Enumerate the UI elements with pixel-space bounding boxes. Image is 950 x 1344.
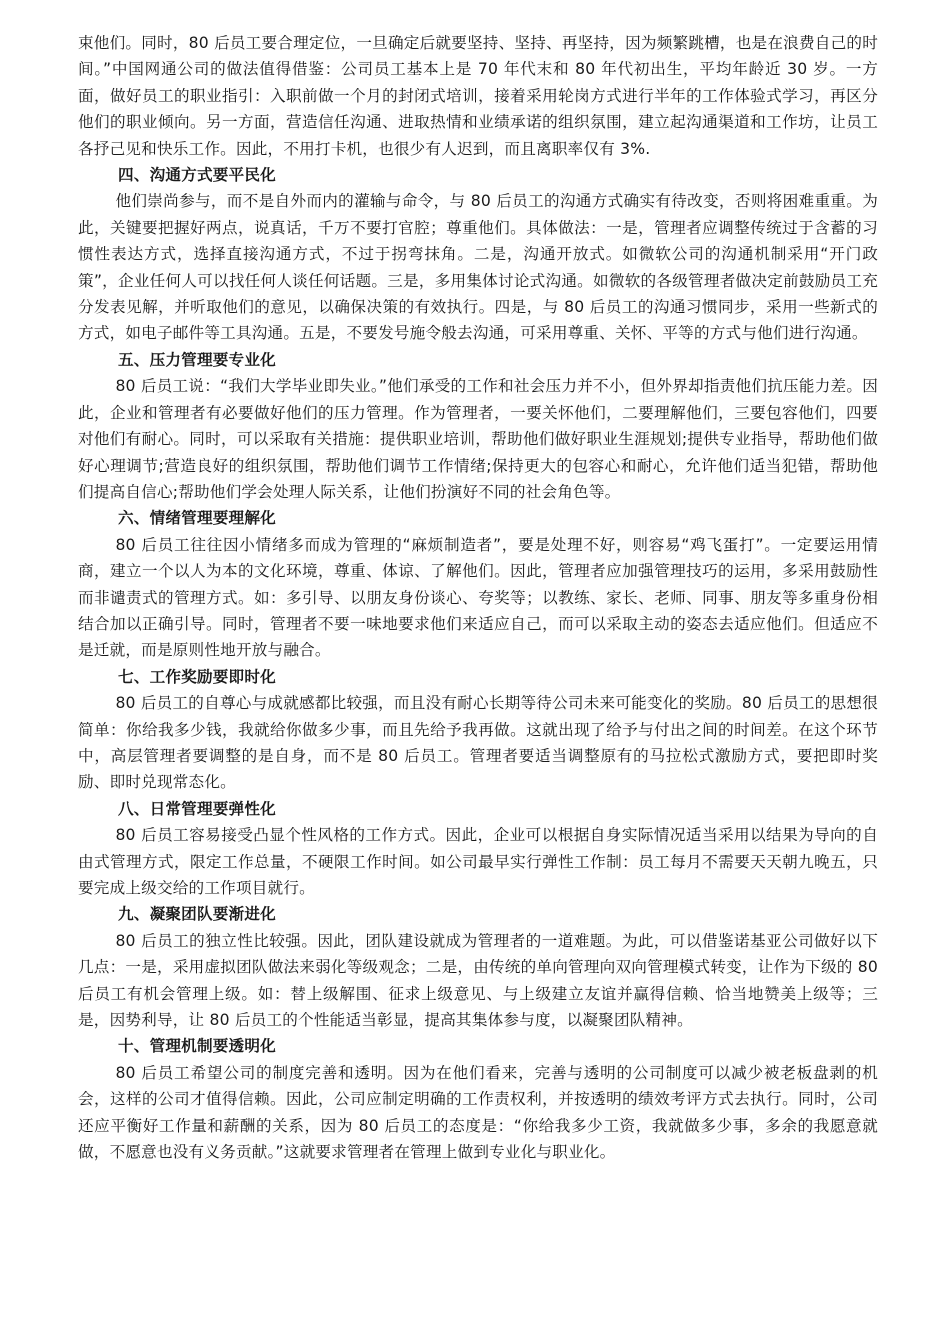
paragraph-rewards: 80 后员工的自尊心与成就感都比较强，而且没有耐心长期等待公司未来可能变化的奖励。80 后员工的思想很简单：你给我多少钱，我就给你做多少事，而且先给予我再做。这就出现了给予与付出之间的时间差。在这个环节中，高层管理者要调整的是自身，而不是 80 后员工。管理者要适当调整原有的马拉松式激励方式，要把即时奖励、即时兑现常态化。 [78, 694, 878, 792]
paragraph-stress: 80 后员工说：“我们大学毕业即失业。”他们承受的工作和社会压力并不小，但外界却指责他们抗压能力差。因此，企业和管理者有必要做好他们的压力管理。作为管理者，一要关怀他们，二要理解他们，三要包容他们，四要对他们有耐心。同时，可以采取有关措施：提供职业培训，帮助他们做好职业生涯规划;提供专业指导，帮助他们做好心理调节;营造良好的组织氛围，帮助他们调节工作情绪;保持更大的包容心和耐心，允许他们适当犯错，帮助他们提高自信心;帮助他们学会处理人际关系，让他们扮演好不同的社会角色等。 [78, 377, 878, 501]
section-heading-communication: 四、沟通方式要平民化 [118, 166, 276, 185]
paragraph-emotion: 80 后员工往往因小情绪多而成为管理的“麻烦制造者”，要是处理不好，则容易“鸡飞蛋打”。一定要运用情商，建立一个以人为本的文化环境，尊重、体谅、了解他们。因此，管理者应加强管理技巧的运用，多采用鼓励性而非谴责式的管理方式。如：多引导、以朋友身份谈心、夸奖等；以教练、家长、老师、同事、朋友等多重身份相结合加以正确引导。同时，管理者不要一味地要求他们来适应自己，而可以采取主动的姿态去适应他们。但适应不是迁就，而是原则性地开放与融合。 [78, 535, 878, 660]
paragraph-flexibility: 80 后员工容易接受凸显个性风格的工作方式。因此，企业可以根据自身实际情况适当采用以结果为导向的自由式管理方式，限定工作总量，不硬限工作时间。如公司最早实行弹性工作制：员工每月不需要天天朝九晚五，只要完成上级交给的工作项目就行。 [78, 826, 878, 897]
paragraph-communication: 他们崇尚参与，而不是自外而内的灌输与命令，与 80 后员工的沟通方式确实有待改变，否则将困难重重。为此，关键要把握好两点，说真话，千万不要打官腔；尊重他们。具体做法：一是，管理者应调整传统过于含蓄的习惯性表达方式，选择直接沟通方式，不过于拐弯抹角。二是，沟通开放式。如微软公司的沟通机制采用“开门政策”，企业任何人可以找任何人谈任何话题。三是，多用集体讨论式沟通。如微软的各级管理者做决定前鼓励员工充分发表见解，并听取他们的意见，以确保决策的有效执行。四是，与 80 后员工的沟通习惯同步，采用一些新式的方式，如电子邮件等工具沟通。五是，不要发号施令般去沟通，可采用尊重、关怀、平等的方式与他们进行沟通。 [78, 192, 878, 343]
section-heading-emotion: 六、情绪管理要理解化 [118, 509, 276, 528]
section-heading-transparency: 十、管理机制要透明化 [118, 1037, 276, 1056]
document-page [78, 30, 878, 1165]
section-heading-rewards: 七、工作奖励要即时化 [118, 667, 276, 686]
paragraph-transparency: 80 后员工希望公司的制度完善和透明。因为在他们看来，完善与透明的公司制度可以减少被老板盘剥的机会，这样的公司才值得信赖。因此，公司应制定明确的工作责权利，并按透明的绩效考评方式去执行。同时，公司还应平衡好工作量和薪酬的关系，因为 80 后员工的态度是：“你给我多少工资，我就做多少事，多余的我愿意就做，不愿意也没有义务贡献。”这就要求管理者在管理上做到专业化与职业化。 [78, 1063, 878, 1162]
section-heading-flexibility: 八、日常管理要弹性化 [118, 799, 276, 818]
paragraph-team: 80 后员工的独立性比较强。因此，团队建设就成为管理者的一道难题。为此，可以借鉴诺基亚公司做好以下几点：一是，采用虚拟团队做法来弱化等级观念；二是，由传统的单向管理向双向管理模式转变，让作为下级的 80 后员工有机会管理上级。如：替上级解围、征求上级意见、与上级建立友谊并赢得信赖、恰当地赞美上级等；三是，因势利导，让 80 后员工的个性能适当彰显，提高其集体参与度，以凝聚团队精神。 [78, 931, 878, 1030]
section-heading-team: 九、凝聚团队要渐进化 [118, 905, 276, 924]
section-heading-stress: 五、压力管理要专业化 [118, 350, 276, 369]
paragraph-intro-continuation: 束他们。同时，80 后员工要合理定位，一旦确定后就要坚持、坚持、再坚持，因为频繁跳槽，也是在浪费自己的时间。”中国网通公司的做法值得借鉴：公司员工基本上是 70 年代末和 80 年代初出生，平均年龄近 30 岁。一方面，做好员工的职业指引：入职前做一个月的封闭式培训，接着采用轮岗方式进行半年的工作体验式学习，再区分他们的职业倾向。另一方面，营造信任沟通、进取热情和业绩承诺的组织氛围，建立起沟通渠道和工作坊，让员工各抒己见和快乐工作。因此，不用打卡机，也很少有人迟到，而且离职率仅有 3%. [78, 34, 878, 158]
